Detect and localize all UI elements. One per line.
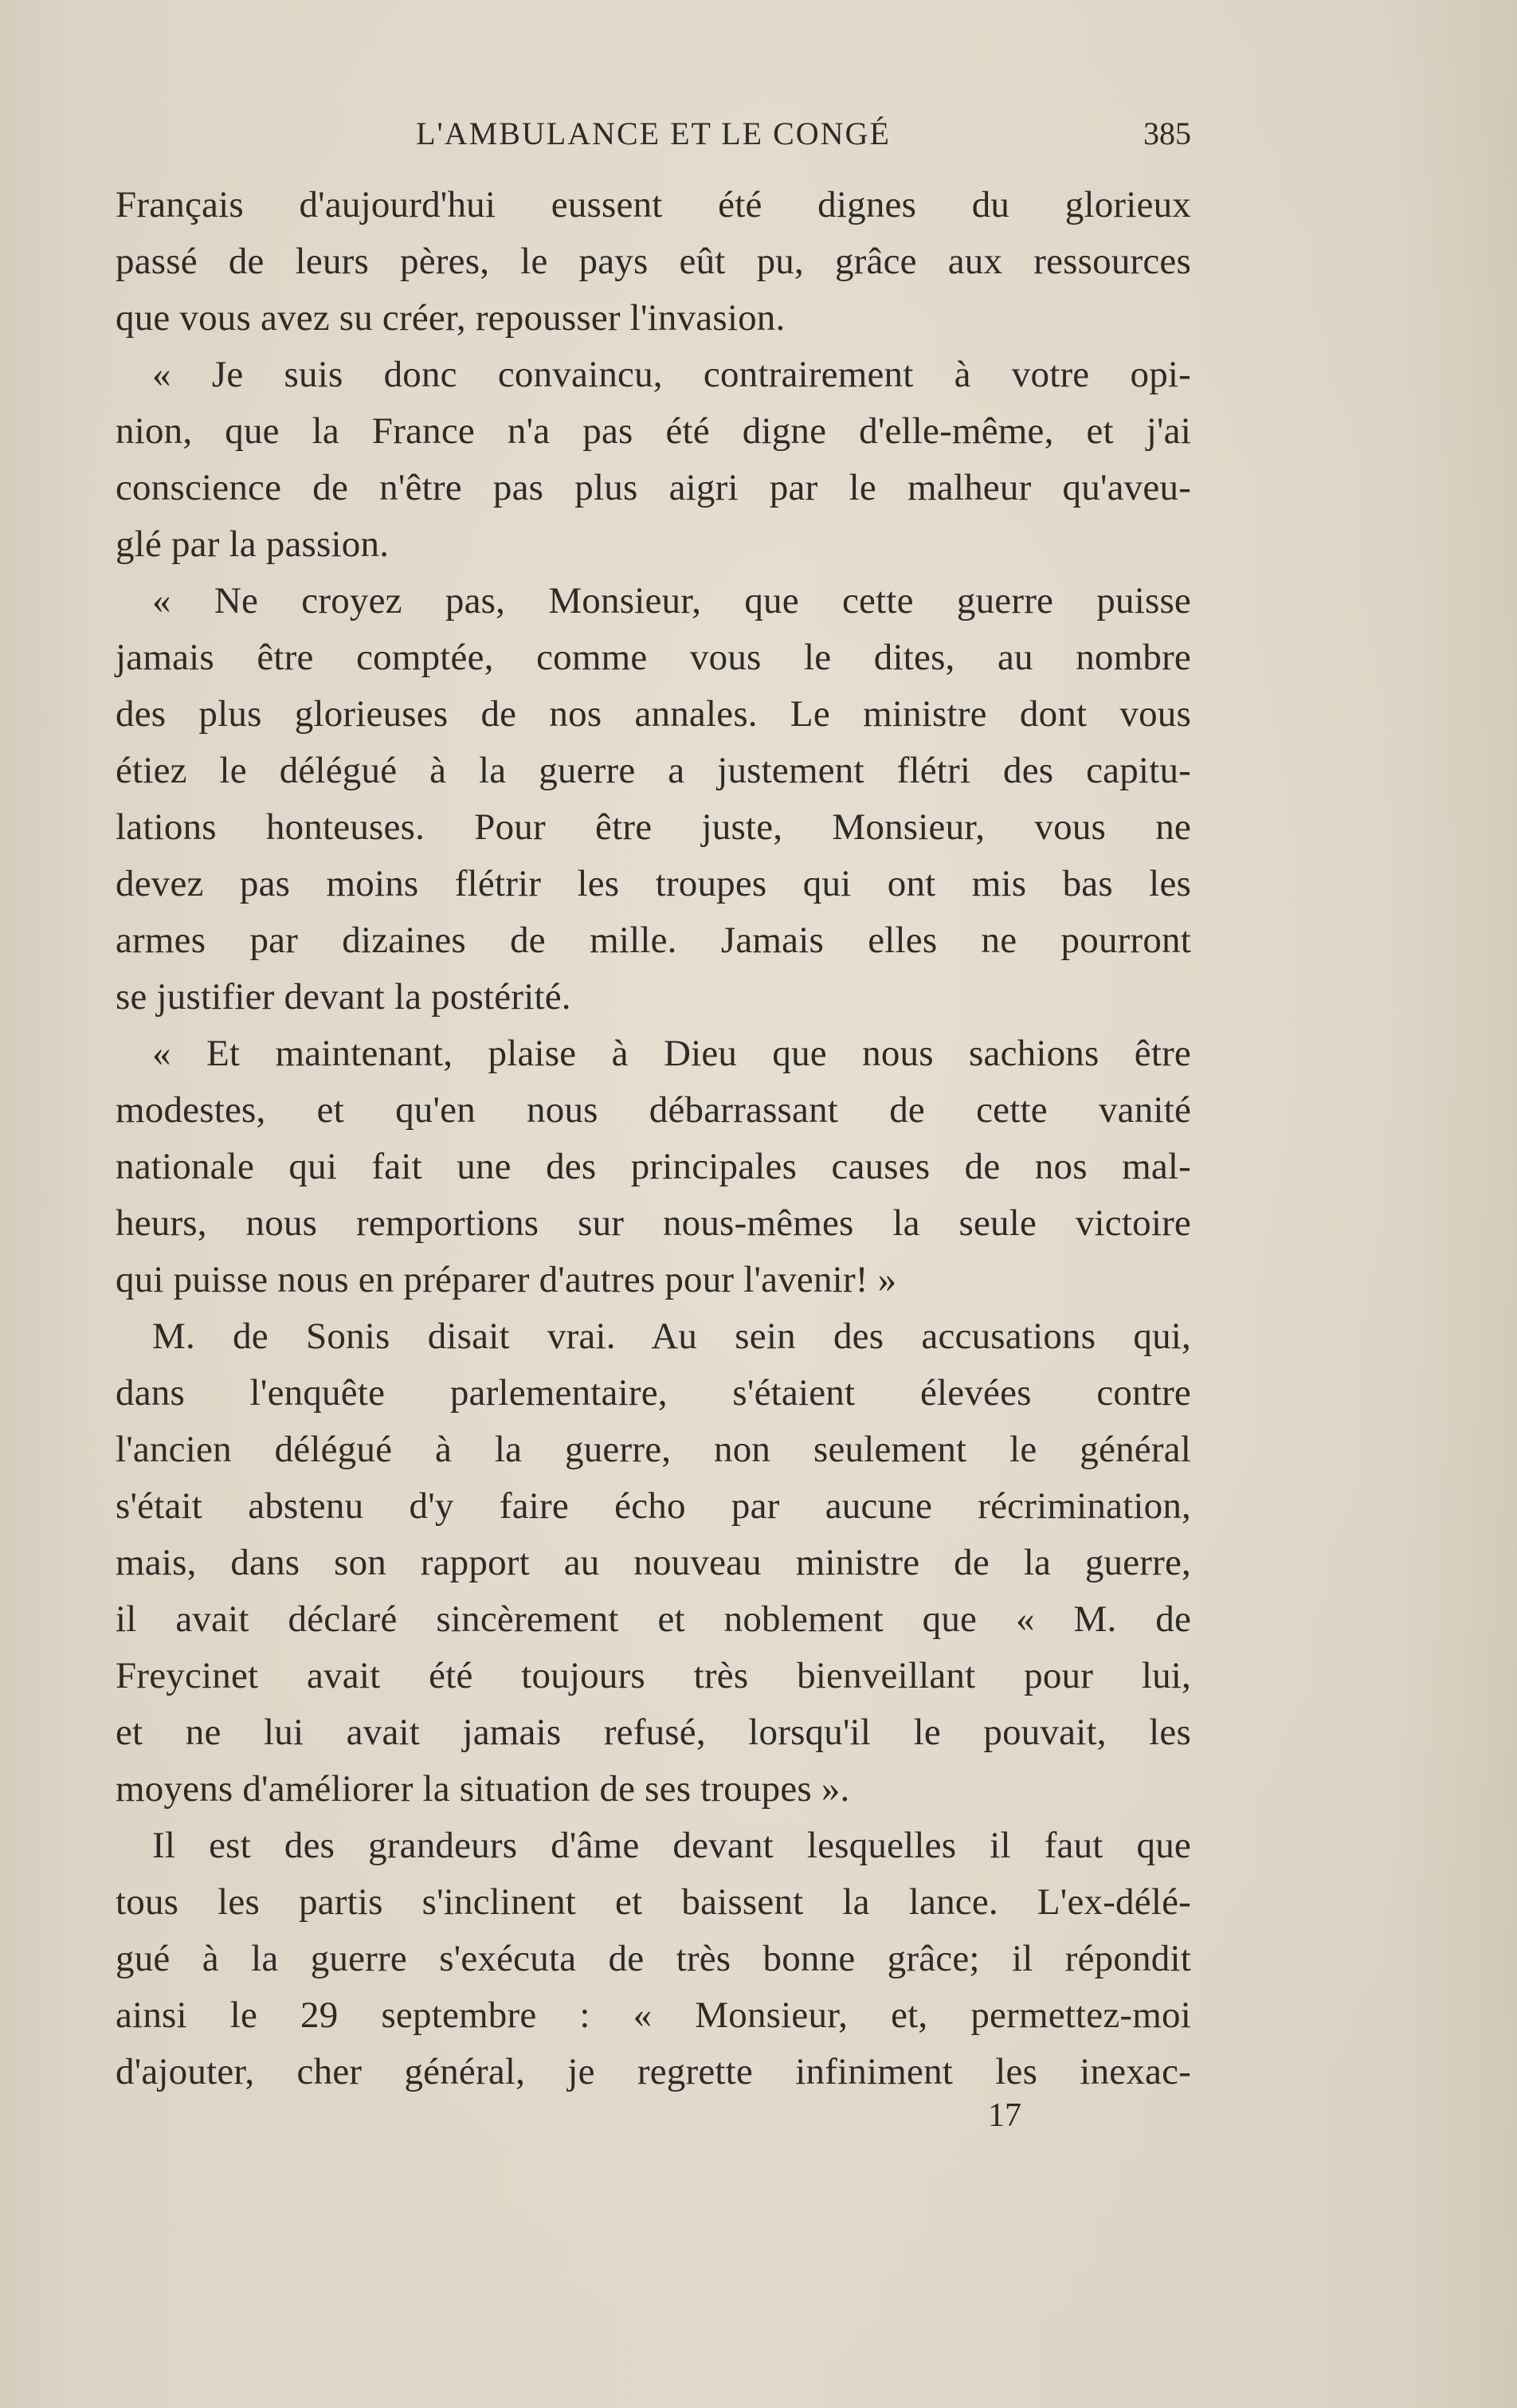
text-line: il avait déclaré sincèrement et noblement que « M. de bbox=[116, 1598, 1191, 1640]
text-line: ainsi le 29 septembre : « Monsieur, et, permettez-moi bbox=[116, 1994, 1191, 2036]
text-line: d'ajouter, cher général, je regrette infiniment les inexac- bbox=[116, 2051, 1191, 2092]
text-line: Il est des grandeurs d'âme devant lesquelles il faut que bbox=[152, 1825, 1191, 1866]
text-line: devez pas moins flétrir les troupes qui ont mis bas les bbox=[116, 863, 1191, 904]
text-line: tous les partis s'inclinent et baissent la lance. L'ex-délé- bbox=[116, 1881, 1191, 1923]
body-text bbox=[116, 177, 1191, 2100]
running-head bbox=[116, 110, 1191, 158]
text-line: « Je suis donc convaincu, contrairement à votre opi- bbox=[152, 354, 1191, 395]
text-line: heurs, nous remportions sur nous-mêmes la seule victoire bbox=[116, 1202, 1191, 1244]
text-line: gué à la guerre s'exécuta de très bonne grâce; il répondit bbox=[116, 1938, 1191, 1979]
text-line: étiez le délégué à la guerre a justement flétri des capitu- bbox=[116, 750, 1191, 791]
text-line: Français d'aujourd'hui eussent été dignes du glorieux bbox=[116, 184, 1191, 226]
text-line: glé par la passion. bbox=[116, 524, 390, 565]
text-line: se justifier devant la postérité. bbox=[116, 976, 571, 1018]
text-line: et ne lui avait jamais refusé, lorsqu'il le pouvait, les bbox=[116, 1712, 1191, 1753]
text-line: s'était abstenu d'y faire écho par aucune récrimination, bbox=[116, 1485, 1191, 1527]
text-line: Freycinet avait été toujours très bienveillant pour lui, bbox=[116, 1655, 1191, 1696]
text-line: l'ancien délégué à la guerre, non seulement le général bbox=[116, 1429, 1191, 1470]
text-line: mais, dans son rapport au nouveau ministre de la guerre, bbox=[116, 1542, 1191, 1583]
text-line: armes par dizaines de mille. Jamais elles ne pourront bbox=[116, 920, 1191, 961]
text-line: conscience de n'être pas plus aigri par le malheur qu'aveu- bbox=[116, 467, 1191, 508]
text-line: « Ne croyez pas, Monsieur, que cette guerre puisse bbox=[152, 580, 1191, 622]
text-line: dans l'enquête parlementaire, s'étaient élevées contre bbox=[116, 1372, 1191, 1414]
text-line: jamais être comptée, comme vous le dites, au nombre bbox=[116, 637, 1191, 678]
text-line: passé de leurs pères, le pays eût pu, grâce aux ressources bbox=[116, 241, 1191, 282]
text-line: qui puisse nous en préparer d'autres pour l'avenir! » bbox=[116, 1259, 897, 1300]
text-line: moyens d'améliorer la situation de ses troupes ». bbox=[116, 1768, 850, 1810]
signature-mark: 17 bbox=[988, 2097, 1021, 2134]
text-line: des plus glorieuses de nos annales. Le ministre dont vous bbox=[116, 693, 1191, 735]
text-line: nion, que la France n'a pas été digne d'elle-même, et j'ai bbox=[116, 410, 1191, 452]
text-line: « Et maintenant, plaise à Dieu que nous sachions être bbox=[152, 1033, 1191, 1074]
text-line: nationale qui fait une des principales causes de nos mal- bbox=[116, 1146, 1191, 1187]
page-number: 385 bbox=[1143, 116, 1191, 151]
text-line: modestes, et qu'en nous débarrassant de cette vanité bbox=[116, 1089, 1191, 1131]
text-line: M. de Sonis disait vrai. Au sein des accusations qui, bbox=[152, 1316, 1191, 1357]
text-line: que vous avez su créer, repousser l'invasion. bbox=[116, 297, 786, 339]
text-line: lations honteuses. Pour être juste, Monsieur, vous ne bbox=[116, 806, 1191, 848]
running-title: L'AMBULANCE ET LE CONGÉ bbox=[416, 116, 891, 151]
